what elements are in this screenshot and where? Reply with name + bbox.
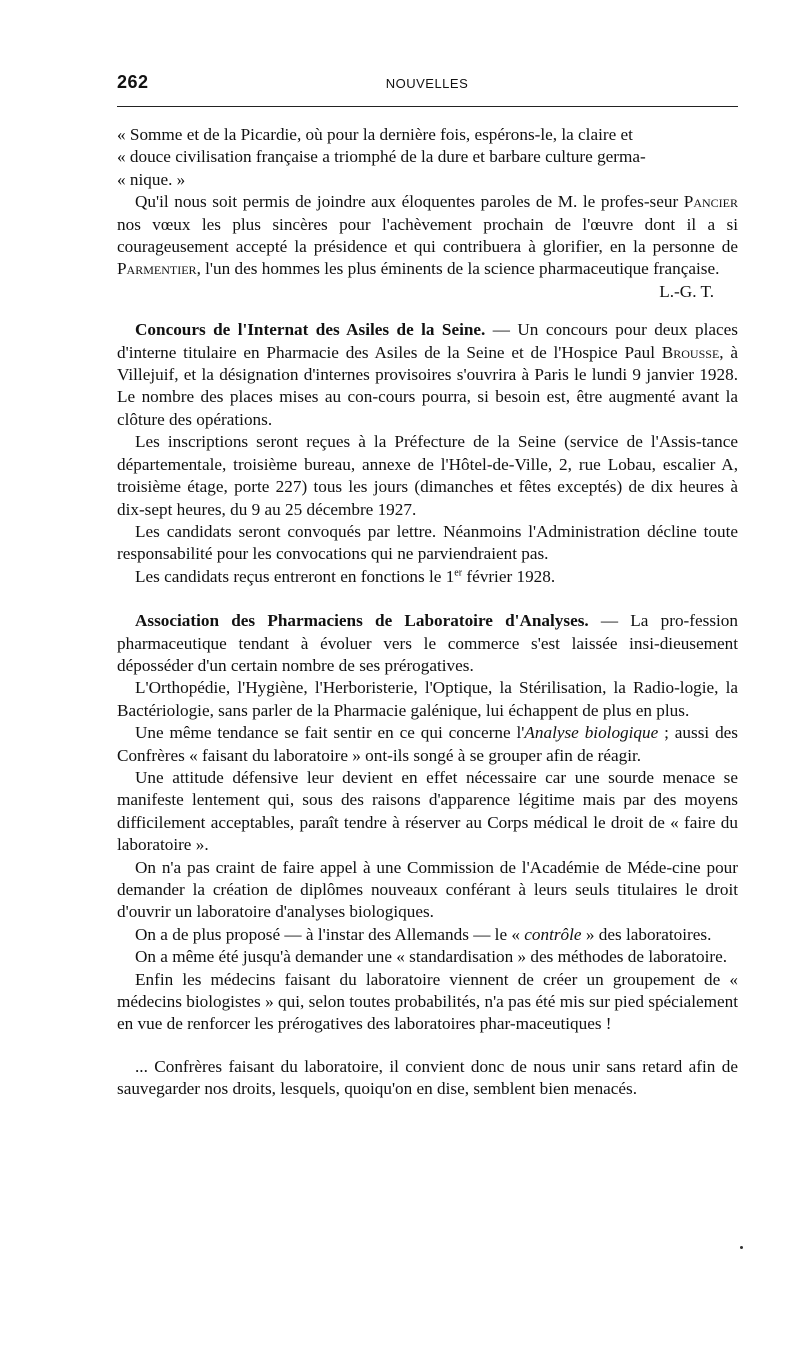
- closing-paragraph: ... Confrères faisant du laboratoire, il convient donc de nous unir sans retard afin de sauvegarder nos droits, lesquels, quoiqu'on en dise, semblent bien menacés.: [117, 1056, 738, 1099]
- person-name: Pancier: [683, 192, 738, 212]
- quote-line: « nique. »: [117, 169, 186, 189]
- paragraph: Une attitude défensive leur devient en effet nécessaire car une sourde menace se manifeste lentement qui, sous des raisons d'apparence légitime mais par des moyens difficilement acceptables, paraît tendre à réserver au Corps médical le droit de « faire du laboratoire ».: [117, 767, 738, 855]
- paragraph: Les inscriptions seront reçues à la Préfecture de la Seine (service de l'Assis-tance départementale, troisième bureau, annexe de l'Hôtel-de-Ville, 2, rue Lobau, escalier A, troisième étage, porte 227) tous les jours (dimanches et fêtes exceptés) de dix heures à dix-sept heures, du 9 au 25 décembre 1927.: [117, 432, 738, 519]
- association-paragraph: Association des Pharmaciens de Laboratoire d'Analyses. — La pro-fession pharmaceutique tendant à évoluer vers le commerce s'est laissée insi-dieusement déposséder d'un certain nombre de ses prérogatives.: [117, 611, 738, 675]
- paragraph: On n'a pas craint de faire appel à une Commission de l'Académie de Méde-cine pour demander la création de diplômes nouveaux conférant à leurs seuls titulaires le droit d'ouvrir un laboratoire d'analyses biologiques.: [117, 857, 738, 922]
- paragraph: Les candidats seront convoqués par lettre. Néanmoins l'Administration décline toute responsabilité pour les convocations qui ne parviendraient pas.: [117, 521, 738, 564]
- page-header: [117, 68, 737, 108]
- paragraph: Les candidats reçus entreront en fonctions le 1er février 1928.: [135, 566, 556, 586]
- person-name: Parmentier: [117, 259, 197, 279]
- paragraph: Une même tendance se fait sentir en ce qui concerne l'Analyse biologique ; aussi des Confrères « faisant du laboratoire » ont-ils songé à se grouper afin de réagir.: [117, 723, 738, 765]
- article-body: [117, 124, 738, 1101]
- author-signature: L.-G. T.: [659, 281, 714, 301]
- paragraph: On a de plus proposé — à l'instar des Allemands — le « contrôle » des laboratoires.: [135, 924, 712, 944]
- quote-line: « Somme et de la Picardie, où pour la dernière fois, espérons-le, la claire et: [117, 125, 633, 144]
- paragraph: On a même été jusqu'à demander une « standardisation » des méthodes de laboratoire.: [135, 947, 728, 967]
- section-heading: Concours de l'Internat des Asiles de la Seine.: [135, 320, 486, 340]
- header-rule: [117, 106, 738, 107]
- section-heading: Association des Pharmaciens de Laboratoire d'Analyses.: [135, 611, 589, 631]
- quote-line: « douce civilisation française a triomphé de la dure et barbare culture germa-: [117, 147, 646, 167]
- paragraph: Enfin les médecins faisant du laboratoire viennent de créer un groupement de « médecins biologistes » qui, selon toutes probabilités, n'a pas été mis sur pied spécialement en vue de renforcer les prérogatives des laboratoires phar-maceutiques !: [117, 969, 738, 1034]
- page-number: 262: [117, 72, 149, 92]
- internat-paragraph: Concours de l'Internat des Asiles de la Seine. — Un concours pour deux places d'interne titulaire en Pharmacie des Asiles de la Seine et de l'Hospice Paul Brousse, à Villejuif, et la désignation d'internes provisoires s'ouvrira à Paris le lundi 9 janvier 1928. Le nombre des places mises au con-cours pourra, si besoin est, être augmenté avant la clôture des opérations.: [117, 320, 738, 429]
- closing-quote: [117, 124, 738, 191]
- person-name: Brousse: [661, 342, 720, 362]
- ink-speck: [740, 1246, 743, 1249]
- running-title: NOUVELLES: [385, 76, 469, 91]
- tribute-paragraph: Qu'il nous soit permis de joindre aux éloquentes paroles de M. le profes-seur Pancier nos vœux les plus sincères pour l'achèvement prochain de l'œuvre dont il a si courageusement accepté la présidence et qui contribuera à glorifier, en la personne de Parmentier, l'un des hommes les plus éminents de la science pharmaceutique française.: [117, 192, 738, 279]
- paragraph: L'Orthopédie, l'Hygiène, l'Herboristerie, l'Optique, la Stérilisation, la Radio-logie, la Bactériologie, sans parler de la Pharmacie galénique, lui échappent de plus en plus.: [117, 678, 738, 720]
